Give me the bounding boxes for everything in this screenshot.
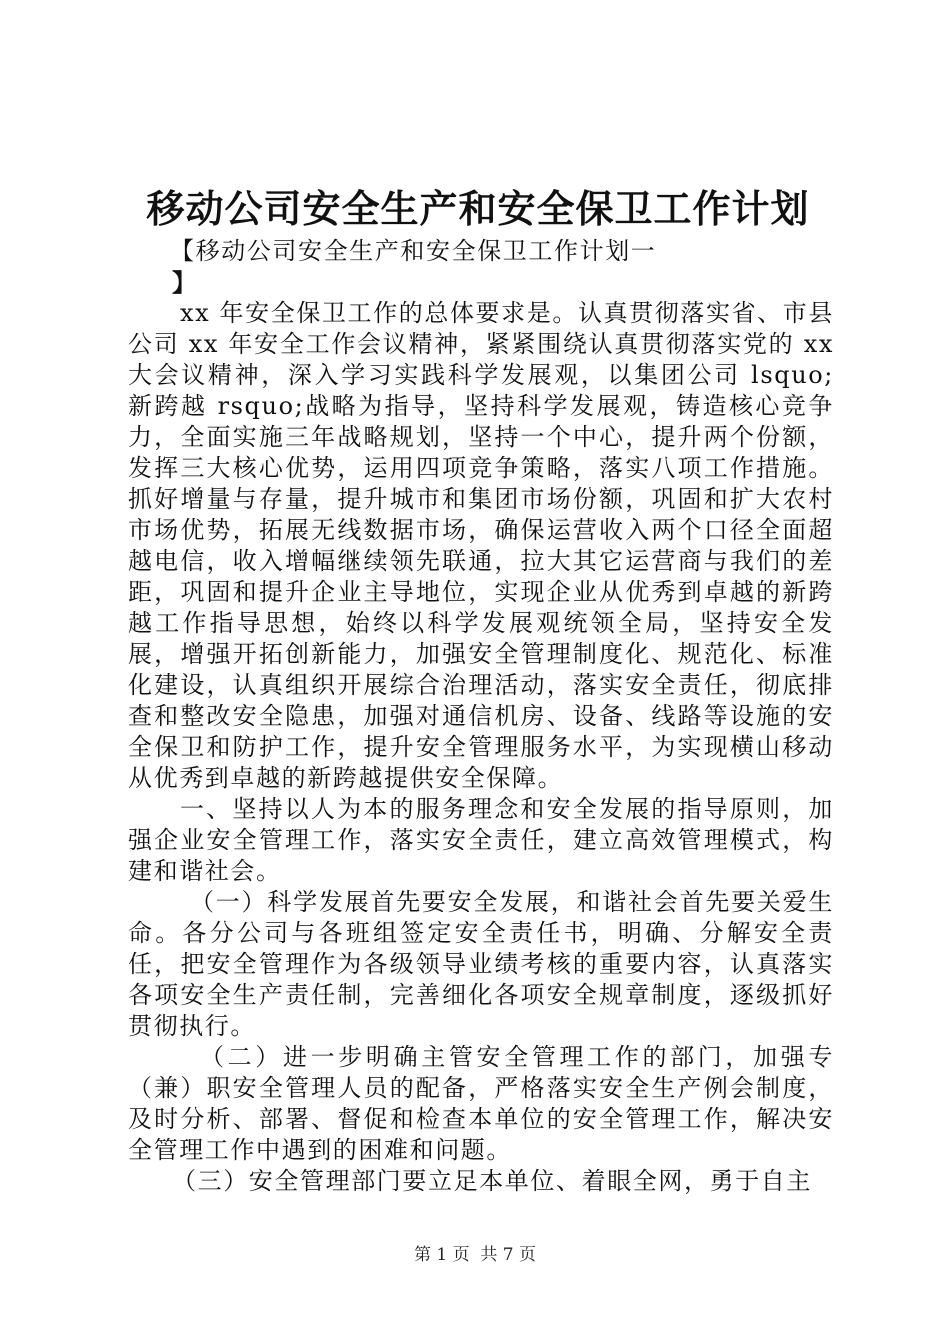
paragraph-intro: xx 年安全保卫工作的总体要求是。认真贯彻落实省、市县公司 xx 年安全工作会议精神，紧紧围绕认真贯彻落实党的 xx 大会议精神，深入学习实践科学发展观，以集团公司 lsquo;新跨越 rsquo;战略为指导，坚持科学发展观，铸造核心竞争力，全面实施三年战略规划，坚持一个中心，提升两个份额，发挥三大核心优势，运用四项竞争策略，落实八项工作措施。抓好增量与存量，提升城市和集团市场份额，巩固和扩大农村市场优势，拓展无线数据市场，确保运营收入两个口径全面超越电信，收入增幅继续领先联通，拉大其它运营商与我们的差距，巩固和提升企业主导地位，实现企业从优秀到卓越的新跨越工作指导思想，始终以科学发展观统领全局，坚持安全发展，增强开拓创新能力，加强安全管理制度化、规范化、标准化建设，认真组织开展综合治理活动，落实安全责任，彻底排查和整改安全隐患，加强对通信机房、设备、线路等设施的安全保卫和防护工作，提升安全管理服务水平，为实现横山移动从优秀到卓越的新跨越提供安全保障。 <box>128 299 834 792</box>
paragraph-item-2: （二）进一步明确主管安全管理工作的部门，加强专（兼）职安全管理人员的配备，严格落实安全生产例会制度，及时分析、部署、督促和检查本单位的安全管理工作，解决安全管理工作中遇到的困难和问题。 <box>128 1043 834 1164</box>
document-body <box>128 236 834 1197</box>
paragraph-item-1: （一）科学发展首先要安全发展，和谐社会首先要关爱生命。各分公司与各班组签定安全责任书，明确、分解安全责任，把安全管理作为各级领导业绩考核的重要内容，认真落实各项安全生产责任制，完善细化各项安全规章制度，逐级抓好贯彻执行。 <box>128 888 834 1040</box>
paragraph-section-1: 一、坚持以人为本的服务理念和安全发展的指导原则，加强企业安全管理工作，落实安全责任，建立高效管理模式，构建和谐社会。 <box>128 795 834 885</box>
paragraph-item-3: （三）安全管理部门要立足本单位、着眼全网，勇于自主 <box>172 1167 812 1195</box>
document-title: 移动公司安全生产和安全保卫工作计划 <box>146 186 810 231</box>
page-number-footer: 第 1 页 共 7 页 <box>413 1245 537 1265</box>
document-subtitle: 【移动公司安全生产和安全保卫工作计划一 <box>170 237 657 265</box>
document-subtitle-bracket: 】 <box>172 268 198 297</box>
